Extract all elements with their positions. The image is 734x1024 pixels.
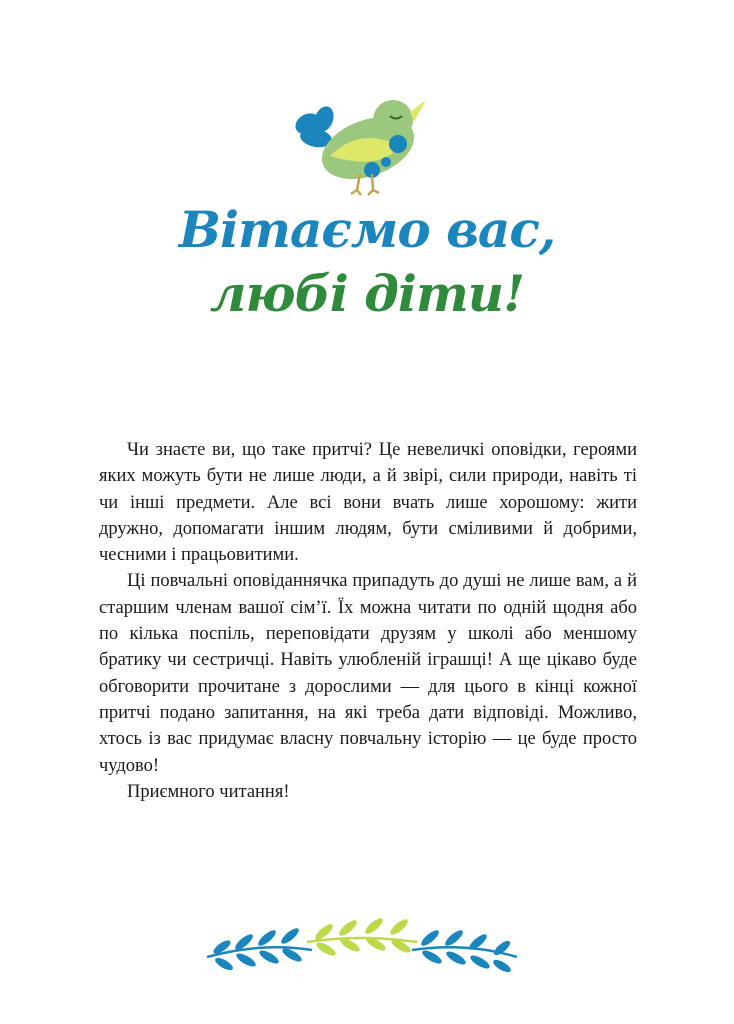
paragraph-2: Ці повчальні оповіданнячка припадуть до душі не лише вам, а й старшим членам вашої сім’ї. Їх можна читати по одній щодня або по кілька поспіль, переповідати друзям у школі або меншому братику чи сестричці. Навіть улюбленій іграшці! А ще цікаво буде обговорити прочитане з дорослими — для цього в кінці кожної притчі подано запитання, на які треба дати відповіді. Можливо, хтось із вас придумає власну повчальну історію — це буде просто чудово!	[99, 571, 637, 776]
leafy-branch-ornament-icon	[202, 912, 522, 982]
page-title-line-1: Вітаємо вас,	[178, 200, 556, 259]
bird-illustration-icon	[290, 98, 430, 198]
paragraph-1: Чи знаєте ви, що таке притчі? Це невеличкі оповідки, героями яких можуть бути не лише люди, а й звірі, сили природи, навіть ті чи інші предмети. Але всі вони вчать лише хорошому: жити дружно, допомагати іншим людям, бути сміливими й добрими, чесними і працьовитими.	[99, 440, 637, 566]
intro-text	[99, 437, 637, 805]
page-title-line-2: любі діти!	[209, 264, 525, 323]
paragraph-3: Приємного читання!	[127, 781, 290, 802]
